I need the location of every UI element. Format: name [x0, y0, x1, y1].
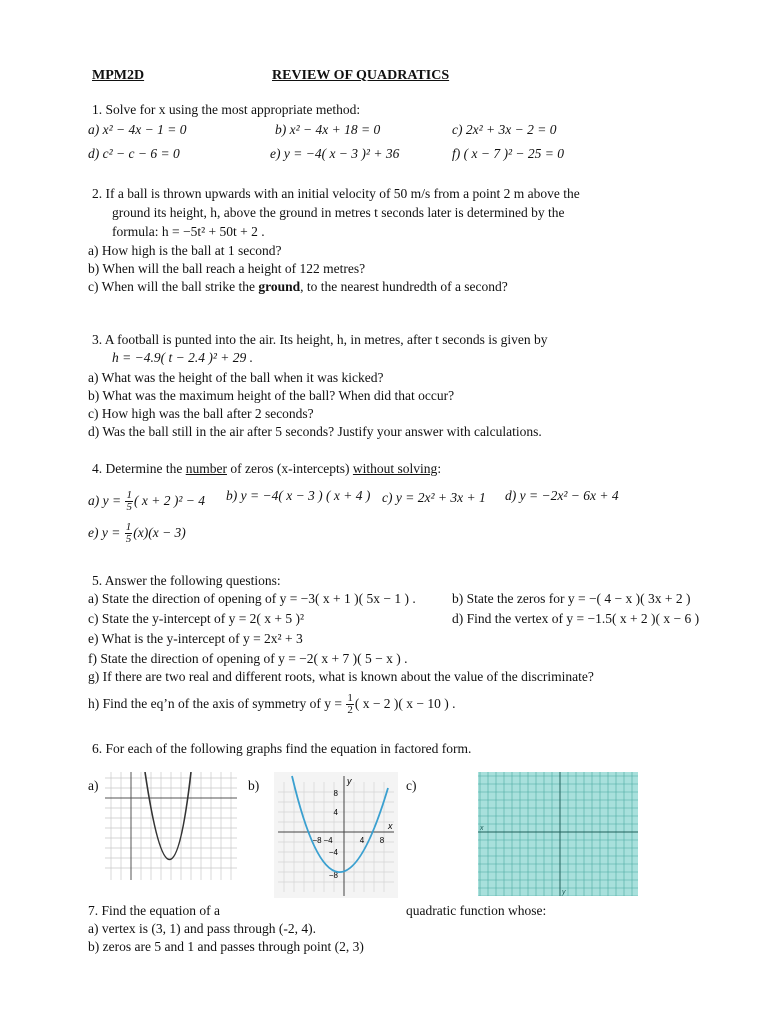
q3-line1: 3. A football is punted into the air. Its height, h, in metres, after t seconds is given by	[92, 332, 548, 347]
q2-line2: ground its height, h, above the ground in metres t seconds later is determined by the	[112, 205, 565, 220]
q7-b: b) zeros are 5 and 1 and passes through point (2, 3)	[88, 939, 364, 954]
q1-c: c) 2x² + 3x − 2 = 0	[452, 122, 557, 137]
graph-b-ytick: 4	[333, 808, 338, 817]
graph-b-ytick: 8	[333, 789, 338, 798]
q3-line2: h = −4.9( t − 2.4 )² + 29 .	[112, 350, 253, 365]
graph-b-y-label: y	[347, 776, 352, 786]
graph-b-ytick: −8	[328, 871, 338, 880]
q5-prompt: 5. Answer the following questions:	[92, 573, 281, 588]
q6-label-a: a)	[88, 778, 99, 793]
q7-a: a) vertex is (3, 1) and pass through (-2, 4).	[88, 921, 316, 936]
q4-e: e) y = $\frac{1}{5}$ (x)(x − 3)	[88, 521, 186, 546]
q2-line1: 2. If a ball is thrown upwards with an initial velocity of 50 m/s from a point 2 m above the	[92, 186, 580, 201]
q3-d: d) Was the ball still in the air after 5 seconds? Justify your answer with calculations.	[88, 424, 542, 439]
q5-g: g) If there are two real and different roots, what is known about the value of the discriminate?	[88, 669, 594, 684]
q6-label-c: c)	[406, 778, 417, 793]
q4-prompt: 4. Determine the number of zeros (x-intercepts) without solving:	[92, 461, 442, 476]
graph-b-xtick: −4	[323, 836, 333, 845]
q3-a: a) What was the height of the ball when it was kicked?	[88, 370, 384, 385]
graph-b-xtick: 4	[359, 836, 365, 845]
q1-f: f) ( x − 7 )² − 25 = 0	[452, 146, 564, 161]
q5-b: b) State the zeros for y = −( 4 − x )( 3x + 2 )	[452, 591, 691, 606]
q5-e: e) What is the y-intercept of y = 2x² + 3	[88, 631, 303, 646]
q1-d: d) c² − c − 6 = 0	[88, 146, 180, 161]
parabola-a	[145, 772, 191, 860]
course-code: MPM2D	[92, 68, 145, 83]
graph-c	[478, 772, 638, 896]
page-title: REVIEW OF QUADRATICS	[272, 68, 450, 83]
q5-a: a) State the direction of opening of y = −3( x + 1 )( 5x − 1 ) .	[88, 591, 416, 606]
q2-b: b) When will the ball reach a height of 122 metres?	[88, 261, 366, 276]
q1-prompt: 1. Solve for x using the most appropriate method:	[92, 102, 361, 117]
q5-c: c) State the y-intercept of y = 2( x + 5 )²	[88, 611, 305, 626]
q4-b: b) y = −4( x − 3 ) ( x + 4 )	[226, 488, 371, 503]
q4-c: c) y = 2x² + 3x + 1	[382, 490, 486, 505]
graph-b-xtick: 8	[379, 836, 385, 845]
graph-a	[105, 772, 237, 880]
q5-d: d) Find the vertex of y = −1.5( x + 2 )( x − 6 )	[452, 611, 700, 626]
q7-prompt-b: quadratic function whose:	[406, 903, 547, 918]
q2-line3: formula: h = −5t² + 50t + 2 .	[112, 224, 265, 239]
q1-b: b) x² − 4x + 18 = 0	[275, 122, 381, 137]
graph-b	[274, 772, 398, 898]
q1-a: a) x² − 4x − 1 = 0	[88, 122, 187, 137]
q3-c: c) How high was the ball after 2 seconds?	[88, 406, 314, 421]
q5-h: h) Find the eq’n of the axis of symmetry of y = $\frac{1}{2}$ ( x − 2 )( x − 10 ) .	[88, 692, 456, 717]
q6-prompt: 6. For each of the following graphs find the equation in factored form.	[92, 741, 472, 756]
graph-b-xtick: −8	[312, 836, 322, 845]
q2-a: a) How high is the ball at 1 second?	[88, 243, 282, 258]
q5-f: f) State the direction of opening of y = −2( x + 7 )( 5 − x ) .	[88, 651, 408, 666]
graph-c-x-label: x	[480, 825, 484, 832]
q3-b: b) What was the maximum height of the ball? When did that occur?	[88, 388, 455, 403]
graph-c-y-label: y	[562, 889, 566, 896]
graph-b-ytick: −4	[328, 848, 338, 857]
q6-label-b: b)	[248, 778, 260, 793]
q4-a: a) y = $\frac{1}{5}$ ( x + 2 )² − 4	[88, 489, 205, 514]
q7-prompt-a: 7. Find the equation of a	[88, 903, 220, 918]
q4-d: d) y = −2x² − 6x + 4	[505, 488, 619, 503]
q2-c: c) When will the ball strike the ground, to the nearest hundredth of a second?	[88, 279, 508, 294]
graph-b-x-label: x	[388, 821, 393, 831]
q1-e: e) y = −4( x − 3 )² + 36	[270, 146, 400, 161]
